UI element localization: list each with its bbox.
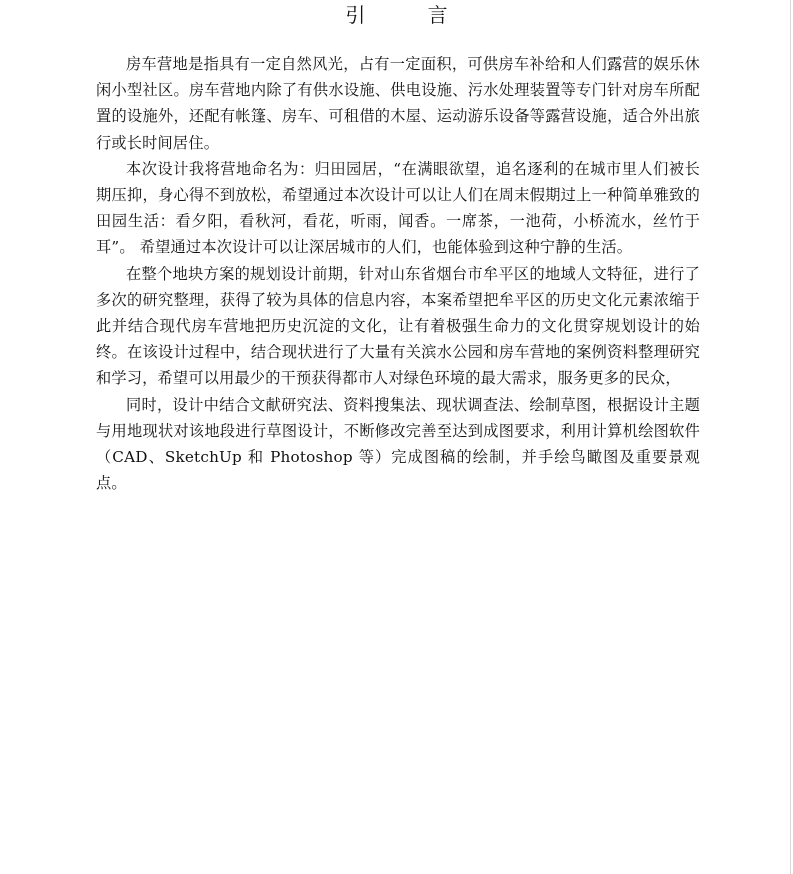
paragraph-1: 房车营地是指具有一定自然风光，占有一定面积，可供房车补给和人们露营的娱乐休闲小型社区。房车营地内除了有供水设施、供电设施、污水处理装置等专门针对房车所配置的设施外，还配有帐篷、房车、可租借的木屋、运动游乐设备等露营设施，适合外出旅行或长时间居住。 — [96, 55, 700, 152]
paragraph-2: 本次设计我将营地命名为：归田园居，“在满眼欲望，追名逐利的在城市里人们被长期压抑，身心得不到放松，希望通过本次设计可以让人们在周末假期过上一种简单雅致的田园生活：看夕阳，看秋河，看花，听雨，闻香。一席茶，一池荷，小桥流水，丝竹于耳”。 希望通过本次设计可以让深居城市的人们，也能体验到这种宁静的生活。 — [96, 159, 700, 257]
paragraph-4: 同时，设计中结合文献研究法、资料搜集法、现状调查法、绘制草图，根据设计主题与用地现状对该地段进行草图设计，不断修改完善至达到成图要求，利用计算机绘图软件（CAD、SketchUp 和 Photoshop 等）完成图稿的绘制，并手绘鸟瞰图及重要景观点。 — [96, 395, 700, 493]
body-text — [96, 51, 700, 496]
page-edge-line — [790, 0, 791, 874]
page-title: 引 言 — [345, 3, 476, 27]
paragraph-3: 在整个地块方案的规划设计前期，针对山东省烟台市牟平区的地域人文特征，进行了多次的研究整理，获得了较为具体的信息内容，本案希望把牟平区的历史文化元素浓缩于此并结合现代房车营地把历史沉淀的文化，让有着极强生命力的文化贯穿规划设计的始终。在该设计过程中，结合现状进行了大量有关滨水公园和房车营地的案例资料整理研究和学习，希望可以用最少的干预获得都市人对绿色环境的最大需求，服务更多的民众， — [96, 264, 700, 388]
